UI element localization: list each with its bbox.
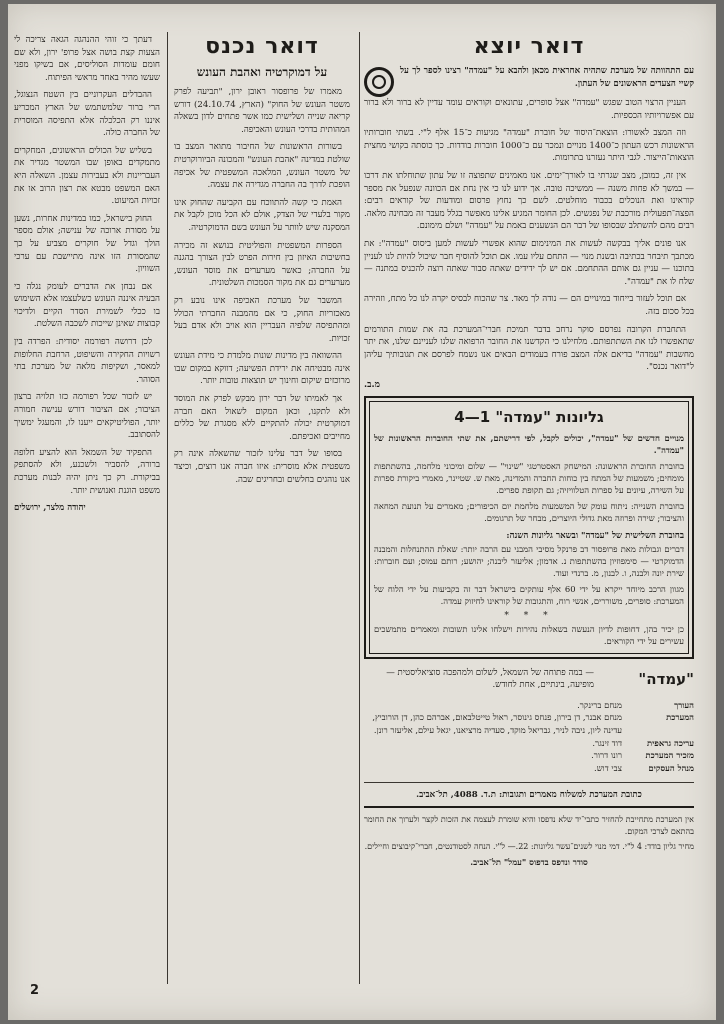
staff-role: עריכה גראפית xyxy=(647,737,694,748)
body-paragraph: וזה המצב לאשורו: הוצאת־היסוד של חוברת "עמדה" מגיעות כ־15 אלף ל"י. בשתי חוברותיו הראשונות רכש העתון כ־1400 מנויים ונמכר עם כ־1000 חוברות בודדות. כך כוסתה בקושי מחצית הוצאות־הייצור. לגבי היתר נעזרנו בתרומות. xyxy=(364,128,694,164)
letter-signature: יהודה מלצר, ירושלים xyxy=(14,503,86,514)
staff-row xyxy=(364,749,694,762)
issue-description: בחוברת השנייה: ניתוח עומק של המשמעות מלחמת יום הכיפורים; מאמרים על תנועת המחאה והציבור; שירה ופרוזה מאת גדולי היוצרים, מבחר של תרגומים. xyxy=(374,500,684,523)
body-paragraph: בסופו של דבר עלינו לזכור שהשאלה אינה רק משפטית אלא מוסרית: איזו חברה אנו רוצים, וכיצד אנו נוהגים בחלשים ובחריגים שבה. xyxy=(174,449,350,485)
staff-role: העורך xyxy=(674,699,694,710)
body-paragraph: העניין הרצוי הטוב שפגש "עמדה" אצל סופרים, עתונאים וקוראים עומד עדיין לא ברור ולא ברור עם אפשרויותיו הכספיות. xyxy=(364,98,694,121)
staff-value: מנחם ברינקר. xyxy=(577,699,622,710)
issues-intro: מנויים חדשים של "עמדה", יכולים לקבל, לפי דרישתם, את שתי החוברות הראשונות של "עמדה". xyxy=(374,432,684,455)
newspaper-page xyxy=(8,4,716,1020)
issue-description: בחוברת החוברת הראשונה: המישחק האסטרטגי "שינוי" — שלום ומיכוני מלחמה, בהשתתפות מומחים; משמעות של המתח בין כוחות החברה והמדינה, מאת ש. שטיינר, מאמרי ביקורת ספרות על השירה, עיונים על ספרות הטלוויזיה; גם תקופת ספרים. xyxy=(374,460,684,495)
staff-row xyxy=(364,711,694,736)
body-paragraph: ההבדלים העקרוניים בין השטח הנצוגל, הרי ברור שלמשתמש של הארץ המכריע איננו רק הכלכלה אלא התפיסה המוסרית של החברה כולה. xyxy=(14,90,160,139)
staff-row xyxy=(364,737,694,750)
outgoing-mail-column xyxy=(364,34,694,994)
fine-print: אין המערכת מתחייבת להחזיר כתבי־יד שלא נדפסו והיא שומרת לעצמה את הזכות לקצר ולערוך את החומר בהתאם לצרכי המקום. xyxy=(364,815,694,836)
divider xyxy=(364,806,694,808)
letter-continuation-column xyxy=(14,34,160,994)
fine-print: מחיר גליון בודד: 4 ל"י. דמי מנוי לשנים־עשר גליונות: 22.— ל"י. הנחה לסטודנטים, חברי־קיבוצים וחיילים. xyxy=(364,842,694,852)
body-paragraph: לכן דרושה רפורמה יסודית: הפרדה בין רשויות החקירה והשיפוט, הרחבת החלופות למאסר, ושקיפות מלאה של מערכת בתי הסוהר. xyxy=(14,337,160,385)
body-paragraph: בשליש של הכולים הראשונים, המחקרים מתמקדים באופן שבו המשטר מגדיר את העבריינות ולא בעבירות עצמן. השאלה היא האם המשפט מבטא את רצון הרוב או את זכויות המיעוט. xyxy=(14,145,160,207)
body-paragraph: אך לאמיתו של דבר ירון מבקש לפרק את המוסד ולא לתקנו, וכאן המקום לשאול האם חברה דמוקרטית יכולה להתקיים ללא מסגרת של כללים מחייבים ואכיפתם. xyxy=(174,394,350,442)
issues-box-title: גליונות "עמדה" 1—4 xyxy=(454,407,604,426)
issue-description: מגוון הרכב מיוחד ייקרא על ידי 60 אלף עותקים בישראל דבר זה בקביעות על ידי הלוח של המערכת: סופרים, משוררים, אנשי רוח, והתגובות של קוראינו לחיזוק עמדה. xyxy=(374,583,684,606)
divider xyxy=(364,782,694,783)
staff-list xyxy=(364,699,694,775)
body-paragraph: אנו פונים אליך בבקשה לעשות את המינימום שהוא אפשרי לעשות למען ביסוס "עמדה": את מכתבך תיבחר בכתיבה ובשנת מנוי — התחם עליו עמו. אם תוכל להוסיף חבר שיכול להיות לנו לעניין בתוכנו — עניין גם אותם ההתחמם. אם יש לך ידידים שאתה סבור שאתה רוצה להכניס במתנה — שלח לו את "עמדה". xyxy=(364,238,694,287)
body-paragraph: דעתך כי זוהי ההנהגה הגאה צריכה לי הצעות קצת בושה אצל פרופ' ירון, ולא שם חומם עומדות הסוליסים, אם בשיקו מפני שעשו מהיר באחד מראשי הפיתוח. xyxy=(14,35,160,83)
body-paragraph: החוק בישראל, כמו במדינות אחרות, נשען על מסורת ארוכה של ענישה; אולם מספר הולך וגדל של חוקרים מצביע על כך שהמסורת הזו אינה מתיישבת עם ערכי השוויון. xyxy=(14,213,160,275)
body-paragraph: ההשוואה בין מדינות שונות מלמדת כי מידת העונש אינה מבטיחה את ירידת הפשיעה; דווקא במקום שבו מרוכזים שיקום וחינוך יש תוצאות טובות יותר. xyxy=(174,351,350,387)
masthead xyxy=(364,667,694,691)
page-number: 2 xyxy=(30,983,40,998)
staff-value: צבי דוש. xyxy=(593,762,622,773)
body-paragraph: המשבר של מערכת האכיפה אינו נובע רק מאכזריות החוק, כי אם מהמבנה החברתי הכולל ומהתפיסה שלפיה העבריין הוא אויב ולא אדם בעל זכויות. xyxy=(174,295,350,344)
lead-paragraph: עם התהוותה של מערכת שתהיה אחראית מכאן ולהבא על "עמדה" רצינו לספר לך על קשיי הצעדים הראשונים של העתון. xyxy=(400,66,694,89)
body-paragraph: אם נבחן את הדברים לעומק נגלה כי הבעיה איננה העונש כשלעצמו אלא השימוש בו ככלי לשמירת הסדר הקיים ולדיכוי קבוצות שאינן שייכות לשכבה השלטת. xyxy=(14,281,160,330)
body-paragraph: יש לזכור שכל רפורמה כזו תלויה ברצון הציבור; אם הציבור דורש ענישה חמורה יותר, הפוליטיקאים ייענו לו, והמעגל ימשיך להסתובב. xyxy=(14,392,160,441)
editor-signature: מ.ב. xyxy=(364,379,380,390)
lead-row xyxy=(364,65,694,97)
staff-role: מנהל העסקים xyxy=(648,762,694,773)
body-paragraph: אם תוכל לעזור בייחוד במינויים הם — נודה לך מאד. צר שהכוח לבסיס יקרה לנו כל מתח, וזהירה בכל סכום בזה. xyxy=(364,294,694,317)
incoming-mail-column xyxy=(174,34,350,994)
staff-role: מזכיר המערכת xyxy=(645,750,694,761)
staff-value: דוד זינגר. xyxy=(592,737,622,748)
column-rule xyxy=(359,32,360,984)
editorial-address: כתובת המערכת למשלוח מאמרים ותגובות: ת.ד. 4088, תל־אביב. xyxy=(416,790,642,801)
masthead-name: "עמדה" xyxy=(638,669,694,688)
issues-subheading: בחוברת השלישית של "עמדה" ובשאר גליונות השנה: xyxy=(506,530,684,541)
body-paragraph: התפקיד של השמאל הוא להציע חלופה ברורה, להסביר ולשכנע, ולא להסתפק בביקורת. רק כך ניתן יהיה לבנות מערכת משפט הוגנת ואנושית יותר. xyxy=(14,447,160,496)
issues-box xyxy=(364,396,694,659)
staff-role: המערכת xyxy=(666,712,694,723)
printer-line: סודר ונדפס בדפוס "עמל" תל־אביב. xyxy=(470,856,588,867)
issues-closing: כן יכיר בהן, דחופות לדיון הנעשה בשאלות נהירות וישלחו אלינו תשובות ומאמרים מתמשכים עשירים על ידי הקוראים. xyxy=(374,623,684,646)
body-paragraph: התחברת הקרובה נפרסם סוקר נרחב בדבר תמיכת חברי־המערכת בה את שמות התורמים שתאפשרו לנו את השתתפותם. מלחילנו כי הקדשנו את החובר הרפואה שלנו לעניינם שלנו, את יתר מחשבות "עמדה" בדיאם אלה המצב פורח בעמודים הבאים אנו נשמח לפרסם את תגובותיך עליהן ל"דואר נכנס". xyxy=(364,324,694,373)
body-paragraph: אין זה, כמובן, מצב שגרתי בו לאורך־ימים. אנו מאמינים שתפוצה זו של עתון שתוחלתו את דרכו — במשך לא פחות משנה — ממשיכה טובה. אך ידוע לנו כי אין נחת אם הכוונה שנפעל את מספר קוראינו ואת הנוכלים בכבוד מוחלטים. לשם כך נחוץ פרסום ומודעות של קוראים רבים: הפצה־תפעולית מורכבת של נפגשים. לכן החומר המגיע אלינו מאפשר בגלל מעבר זה מבחינה מלאה. רבים מהם להשתלב שבסופו של דבר הם הנשענים באמת על "עמדה" ושלם מימונם. xyxy=(364,170,694,232)
staff-row xyxy=(364,762,694,775)
body-paragraph: האמת כי קשה להתווכח עם הקביעה שהחוק אינו מקור בלעדי של הצדק, אולם לא הכל מוכן לקבל את המסקנה שיש לוותר על העונש בשם הדמוקרטיה. xyxy=(174,197,350,233)
star-divider-icon: * * * xyxy=(504,610,554,621)
body-paragraph: הספרות המשפטית והפוליטית בנושא זה מכירה בחשיבות האיזון בין חירות הפרט לבין הצורך בהגנה על החברה; כאשר מערערים את מוסד העונש, מערערים גם את מקור הסמכות השלטונית. xyxy=(174,240,350,289)
letter-title: על דמוקרטיה ואהבת העונש xyxy=(196,65,328,79)
staff-row xyxy=(364,699,694,712)
amda-logo-icon xyxy=(364,67,394,97)
outgoing-mail-headline: דואר יוצא xyxy=(473,34,585,59)
body-paragraph: בשורות הראשונות של החיבור מתואר המצב בו שולטת במדינה "אהבת העונש" והמכונה הביורוקרטית של משטר העונש, המלאכה המשפטית של אכיפה הופכת לדרך בה החברה מגדירה את עצמה. xyxy=(174,142,350,191)
staff-value: רונו דרור. xyxy=(591,750,622,761)
masthead-tagline: — במה פתוחה של השמאל, לשלום ולמהפכה סוציאליסטית — מופיעה, בינתיים, אחת לחודש. xyxy=(386,667,594,690)
column-rule xyxy=(167,32,168,984)
staff-value: מנחם אבנר, דן בירון, פנחס גינוסר, ראול טייטלבאום, אברהם כהן, דן הורוביץ, עדינה ליון, ניבה לניר, גבריאל מוקד, סעדיה מרציאנו, יגאל עילם, אליעזר רונן. xyxy=(372,712,622,736)
incoming-mail-headline: דואר נכנס xyxy=(205,34,319,59)
body-paragraph: מאמרו של פרופסור ראובן ירון, "תביעה לפרק משטר העונש של החוק" (הארץ, 24.10.74) דורש קריאה שנייה ושלישית כמו אשר פתחים לדון בשאלה המהותית בדרכי העונש והאכיפה. xyxy=(174,87,350,135)
issue-description: דברים וגבולות מאת פרופסור דב פרנקל מסיבי המבני עם הרבה יותר: שאלת ההתנחלות והמבנה הדמוקרטי — סימפוזיון בהשתתפות נ. אדמון; אליעזר ליבנה; יהושע; רותם עמוס; ועם חוברות: שירת יונה ולבנה, ו. לבנון, מ. ברנדי ועוד. xyxy=(374,543,684,578)
